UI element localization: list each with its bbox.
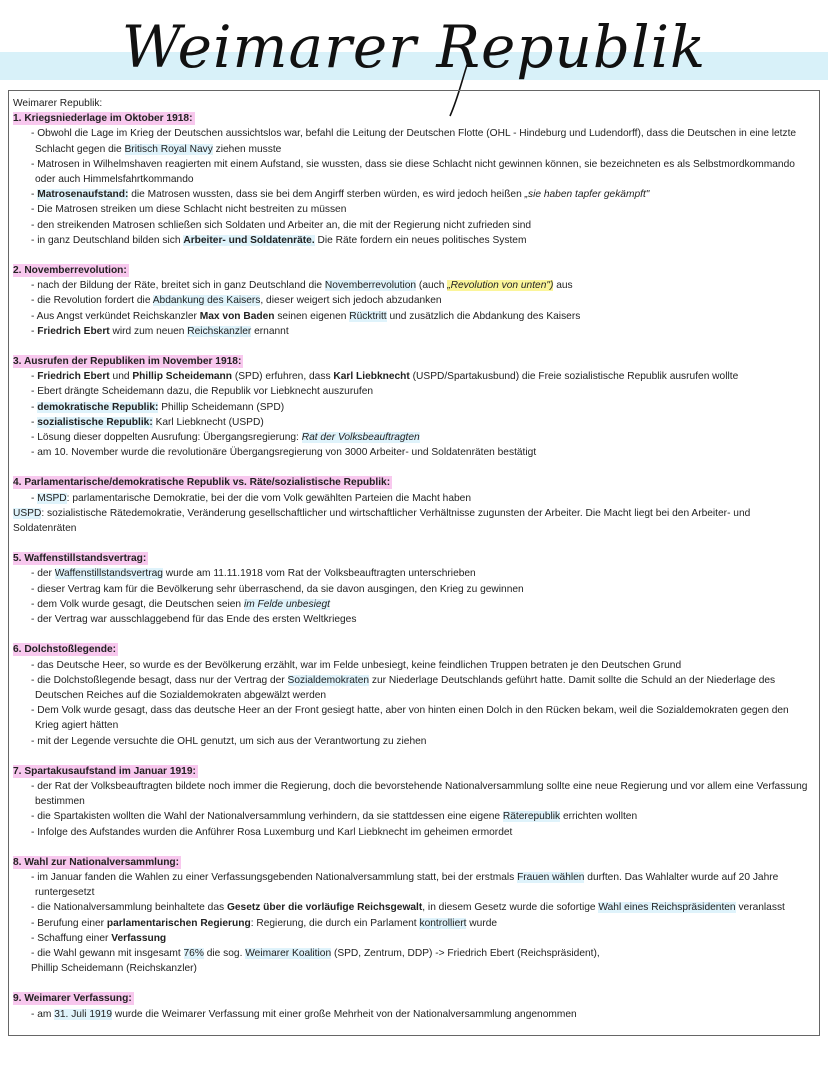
bullet: - die Nationalversammlung beinhaltete das Gesetz über die vorläufige Reichsgewalt, in diesem Gesetz wurde die sofortige Wahl eines Reichspräsidenten veranlasst [31, 902, 785, 914]
bullet: - dieser Vertrag kam für die Bevölkerung sehr überraschend, da sie davon ausgingen, den Krieg zu gewinnen [31, 583, 524, 595]
bullet: - am 10. November wurde die revolutionäre Übergangsregierung von 3000 Arbeiter- und Soldatenräten bestätigt [31, 447, 537, 459]
section-8 [13, 855, 815, 977]
bullet: - sozialistische Republik: Karl Liebknecht (USPD) [31, 416, 264, 428]
section-3 [13, 354, 815, 460]
section-heading: 1. Kriegsniederlage im Oktober 1918: [13, 113, 193, 125]
section-heading: 8. Wahl zur Nationalversammlung: [13, 856, 180, 868]
bullet: - den streikenden Matrosen schließen sich Soldaten und Arbeiter an, die mit der Regierung nicht zufrieden sind [31, 219, 532, 231]
section-heading: 9. Weimarer Verfassung: [13, 993, 132, 1005]
bullet: - das Deutsche Heer, so wurde es der Bevölkerung erzählt, war im Felde unbesiegt, keine feindlichen Truppen betraten je den Deutschen Grund [31, 659, 682, 671]
section-7 [13, 764, 815, 840]
bullet: - Friedrich Ebert wird zum neuen Reichskanzler ernannt [31, 325, 289, 337]
bullet: - Obwohl die Lage im Krieg der Deutschen aussichtslos war, befahl die Leitung der Deutschen Flotte (OHL - Hindeburg und Ludendorff), dass die Deutschen in eine letzte Schlacht gegen die Britisch Royal Navy ziehen musste [31, 128, 797, 155]
bullet: - mit der Legende versuchte die OHL genutzt, um sich aus der Verantwortung zu ziehen [31, 735, 427, 747]
bullet: - Die Matrosen streiken um diese Schlacht nicht bestreiten zu müssen [31, 204, 347, 216]
section-heading: 5. Waffenstillstandsvertrag: [13, 553, 147, 565]
bullet: - in ganz Deutschland bilden sich Arbeiter- und Soldatenräte. Die Räte fordern ein neues politisches System [31, 234, 527, 246]
bullet: - der Waffenstillstandsvertrag wurde am 11.11.1918 vom Rat der Volksbeauftragten unterschrieben [31, 568, 476, 580]
section-4 [13, 475, 815, 536]
section-6 [13, 642, 815, 748]
bullet: - am 31. Juli 1919 wurde die Weimarer Verfassung mit einer große Mehrheit von der Nationalversammlung angenommen [31, 1008, 577, 1020]
doc-heading: Weimarer Republik: [13, 98, 103, 109]
paragraph: USPD: sozialistische Rätedemokratie, Veränderung gesellschaftlicher und wirtschaftlicher Verhältnisse zugunsten der Arbeiter. Die Macht liegt bei den Arbeiter- und Soldatenräten [13, 507, 751, 535]
bullet: - Infolge des Aufstandes wurden die Anführer Rosa Luxemburg und Karl Liebknecht im geheimen ermordet [31, 826, 513, 838]
bullet: - nach der Bildung der Räte, breitet sich in ganz Deutschland die Novemberrevolution (auch „Revolution von unten") aus [31, 280, 573, 292]
document-body [8, 90, 820, 1036]
section-2 [13, 263, 815, 339]
bullet: - der Rat der Volksbeauftragten bildete noch immer die Regierung, doch die bevorstehende Nationalversammlung sollte eine neue Regierung und vor allem eine Verfassung bestimmen [31, 780, 808, 808]
section-9 [13, 991, 815, 1021]
section-heading: 4. Parlamentarische/demokratische Republik vs. Räte/sozialistische Republik: [13, 477, 391, 489]
bullet: - demokratische Republik: Phillip Scheidemann (SPD) [31, 401, 285, 413]
bullet: - Berufung einer parlamentarischen Regierung: Regierung, die durch ein Parlament kontrolliert wurde [31, 917, 498, 929]
bullet: - Friedrich Ebert und Phillip Scheidemann (SPD) erfuhren, dass Karl Liebknecht (USPD/Spartakusbund) die Freie sozialistische Republik ausrufen wollte [31, 371, 739, 383]
bullet: - Lösung dieser doppelten Ausrufung: Übergangsregierung: Rat der Volksbeauftragten [31, 432, 420, 444]
bullet: - die Wahl gewann mit insgesamt 76% die sog. Weimarer Koalition (SPD, Zentrum, DDP) -> Friedrich Ebert (Reichspräsident), [31, 947, 600, 959]
bullet: Phillip Scheidemann (Reichskanzler) [31, 963, 197, 975]
section-heading: 6. Dolchstoßlegende: [13, 644, 117, 656]
section-heading: 2. Novemberrevolution: [13, 265, 127, 277]
bullet: - die Dolchstoßlegende besagt, dass nur der Vertrag der Sozialdemokraten zur Niederlage Deutschlands geführt hatte. Damit sollte die Schuld an der Niederlage des Deutschen Reiches auf die Sozialdemokraten abgewälzt werden [31, 674, 776, 701]
section-1 [13, 111, 815, 248]
section-heading: 3. Ausrufen der Republiken im November 1918: [13, 356, 242, 368]
bullet: - im Januar fanden die Wahlen zu einer Verfassungsgebenden Nationalversammlung statt, bei der erstmals Frauen wählen durften. Das Wahlalter wurde auf 20 Jahre runtergesetzt [31, 871, 779, 899]
bullet: - Matrosenaufstand: die Matrosen wussten, dass sie bei dem Angirff sterben würden, es wird jedoch heißen „sie haben tapfer gekämpft" [31, 189, 650, 201]
section-heading: 7. Spartakusaufstand im Januar 1919: [13, 765, 196, 777]
bullet: - Ebert drängte Scheidemann dazu, die Republik vor Liebknecht auszurufen [31, 386, 374, 398]
section-5 [13, 551, 815, 627]
bullet: - dem Volk wurde gesagt, die Deutschen seien im Felde unbesiegt [31, 598, 331, 610]
bullet: - MSPD: parlamentarische Demokratie, bei der die vom Volk gewählten Parteien die Macht haben [31, 492, 471, 504]
page-title: Weimarer Republik [121, 13, 707, 81]
bullet: - Aus Angst verkündet Reichskanzler Max von Baden seinen eigenen Rücktritt und zusätzlich die Abdankung des Kaisers [31, 310, 581, 322]
bullet: - Matrosen in Wilhelmshaven reagierten mit einem Aufstand, sie wussten, dass sie diese Schlacht nicht gewinnen können, sie bezeichneten es als Selbstmordkommando oder auch Himmelsfahrtkommando [31, 158, 795, 186]
bullet: - die Revolution fordert die Abdankung des Kaisers, dieser weigert sich jedoch abzudanken [31, 295, 442, 307]
bullet: - Schaffung einer Verfassung [31, 932, 167, 944]
bullet: - der Vertrag war ausschlaggebend für das Ende des ersten Weltkrieges [31, 614, 357, 626]
bullet: - Dem Volk wurde gesagt, dass das deutsche Heer an der Front gesiegt hatte, aber von hinten einen Dolch in den Rücken bekam, weil die Sozialdemokraten gegen den Krieg agiert hätten [31, 705, 789, 732]
bullet: - die Spartakisten wollten die Wahl der Nationalversammlung verhindern, da sie stattdessen eine eigene Räterepublik errichten wollten [31, 811, 638, 823]
